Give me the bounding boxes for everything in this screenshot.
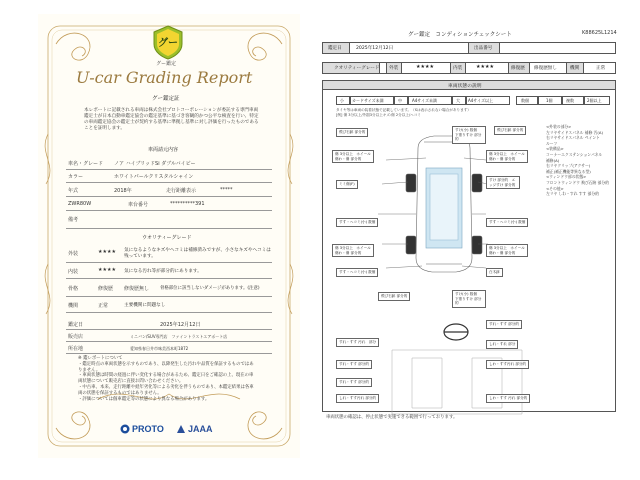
exterior-label: 外装 [389,66,399,71]
repair-value: 修復歴無し [534,66,557,71]
engine-label: 機関 [570,66,580,71]
date-label: 鑑定日 [68,322,84,328]
proto-logo [120,424,164,434]
sheet-exhibition-label: 出品番号 [474,46,493,51]
legend-small: 小 [340,98,344,103]
damage-label: しわ・すす 汚れ 部分的 [486,394,530,403]
sheet-title: グー鑑定 コンディションチェックシート [408,32,512,38]
damage-label: しれ・すれ 部分 [486,340,518,349]
sheet-code: K88625L1214 [582,30,617,36]
interior-stars: ★★★★ [476,64,494,70]
logo-text: グー鑑定 [156,61,177,67]
legend-large-desc: A4サイズ以上 [468,98,493,103]
grade-frame-desc: 骨格部位に該当しないダメージがあります。(注意) [160,286,260,291]
damage-label: すれ・すす 部分的 [336,360,372,369]
grade-interior-stars: ★★★★ [98,267,116,273]
sheet-note: タイヤ等は車両の装着状態で記載しています。（Sは表示されない場合があります） [336,108,471,112]
proto-logo-text: PROTO [132,424,164,434]
right-note: 補正(補正機能等異なる型) [546,168,591,174]
legend-two-plus: 2個以上 [587,98,602,103]
right-note: フロントウィンドウ 飛び石跡 部分的 [546,179,609,185]
grade-exterior-stars: ★★★★ [98,249,116,255]
right-note: <装備品> [546,146,564,152]
damage-label: 傷 3分以上 ホイール傷わ・傷 部分的 [332,150,374,163]
damage-label: 白木跡 [486,268,503,277]
grade-frame-label: 骨格 [68,286,79,292]
legend-one: 1個 [546,98,553,103]
jaaa-logo-text: JAAA [188,424,213,434]
color-label: カラー [68,174,84,180]
damage-label: すれ・すす 部分的 [486,320,522,329]
right-note: <外装の部分> [546,124,572,129]
shop-value: ミニバン/SUV専門店 ファイントラストエアポート店 [130,334,228,339]
damage-label: 飛び石跡 部分的 [378,292,410,301]
damage-label: すす・ヘコミ(小) 数個 [486,218,528,227]
damage-label: 傷 3分以上 ホイール傷わ・傷 部分的 [486,244,528,257]
grade-exterior-desc: 気になるようなキズやヘコミは補修済みですが、小さなキズやヘコミは残っています。 [124,248,271,259]
legend-multiple: 複数 [566,98,574,103]
notes-title: ※ 鑑レポートについて [78,356,123,361]
right-note: 右リヤサイドスパネル ペイント [546,135,600,141]
engine-value: 正常 [596,66,606,71]
notes-label: 備考 [68,217,79,223]
frame-no-label: 車台番号 [128,202,149,208]
legend-few: 数個 [521,98,529,103]
address-value: 愛知県春日井市味美西本町1872 [130,346,189,351]
grade-engine-label: 機関 [68,303,79,309]
damage-label: しれ・すす汚れ 部分的 [336,394,379,403]
right-note: 補修(A) [546,157,560,163]
right-note: 右リヤクリップ(アクサー) [546,163,591,169]
repair-label: 修復歴 [511,66,525,71]
legend-small-desc: カードサイズ未満 [352,98,384,103]
sheet-right-notes [546,124,612,197]
grade-interior-desc: 気になる汚れ等が部分的にあります。 [124,269,202,274]
mileage-value: ***** [220,187,233,193]
grade-engine-stars: 正常 [98,303,109,309]
frame-no-value: **********391 [170,201,205,207]
right-note: コーナーエクステンションパネル [546,151,603,157]
grade-section-title: ウオリティーグレード [142,235,192,241]
damage-label: すけ(小) 数個 下塗りすけ 部分的 [452,290,486,308]
certificate-intro: 本レポートに記載される車両は株式会社プロトコーポレーションが委託する専門車両鑑定士が日本自動車鑑定協会の鑑定基準に基づき客観的かつ公平な検査を行い、特定の車両鑑定協会の鑑定士が契約する基準に準拠し基準に対し評価を行ったものであることを証明します。 [84,108,259,131]
note-item: ・評価については個車鑑定等の状態により異なる場合があります。 [78,396,210,402]
goo-kantei-logo [150,24,186,67]
right-note: 左リヤ しわ・すれ すす 部分的 [546,191,599,197]
damage-label: 飛び石跡 部分的 [336,128,368,137]
date-value: 2025年12月12日 [160,322,201,328]
grade-frame-stars: 修復歴 [98,286,114,292]
note-item: ・中古車、本来、走行距離や経年劣化等による劣化を伴うものであり、本鑑定結果は各車両の状態を保証するものではありません。 [78,384,254,396]
sheet-note-example: [例] 傷 3分以上/外損3分以上キズ:傷 2分以上/ヘコミ [336,113,421,117]
vehicle-section-title: 車両請元内容 [148,147,179,153]
right-note: <その他> [546,185,564,191]
right-note: ルーフ [546,140,558,146]
interior-label: 内装 [453,66,463,71]
exterior-stars: ★★★★ [416,64,434,70]
grade-frame-value: 修復歴無し [124,286,150,292]
grade-exterior-label: 外装 [68,251,79,257]
grade-interior-label: 内装 [68,269,79,275]
certificate-subtitle: グー鑑定証 [152,96,180,102]
explanation-title: 車両状態の説明 [448,84,482,89]
damage-label: すす・ヘコミ(小) 数個 [336,218,378,227]
right-note: <ウィンドウ部の状態> [546,174,587,180]
damage-label: すけ(小) 数個 下塗りすけ 部分的 [452,126,486,144]
damage-label: すす・ヘコミ(小) 数個 [336,268,378,277]
model-grade-value: ノア ハイブリッドSi ダブルバイビー [114,161,196,167]
damage-label: ミミ傷(F) [336,180,358,189]
sheet-date-value: 2025年12月12日 [356,46,394,51]
note-item: ・鑑定時点の車両状態を示すものであり、以降発生した汚れや品質を保証するものではありません。 [78,361,254,373]
year-label: 年式 [68,188,79,194]
legend-medium: 中 [398,98,402,103]
sheet-footer: 車両状態の確認は、停止状態で実施できる範囲で行っております。 [326,415,458,420]
mileage-label: 走行距離表示 [166,188,197,194]
right-note: 左リヤサイドスパネル 補修 汚(A) [546,129,603,135]
damage-label: すれ・すす 部分的 [336,378,372,387]
shop-label: 販売店 [68,334,84,340]
model-grade-label: 車名・グレード [68,161,104,167]
jaaa-logo [176,424,213,434]
note-item: ・車両状態は時間の経過に伴い変化する場合があるため、鑑定日をご確認の上、現在の車両状態について販売店に直接お問い合わせください。 [78,373,254,385]
damage-label: 飛び石跡 部分的 [494,126,526,135]
certificate-title: U-car Grading Report [76,68,253,87]
damage-label: すけ 部分的 エッジすけ 部分的 [486,176,520,189]
svg-text:グー: グー [158,38,178,49]
damage-label: しわ・すす汚れ 部分的 [486,360,529,369]
grade-engine-desc: 主要機関に問題なし [124,303,166,308]
quality-label: クオリティーグレード [334,66,380,71]
legend-medium-desc: A4サイズ未満 [412,98,437,103]
damage-label: 傷 3分以上 ホイール傷わ・傷 部分的 [332,244,374,257]
model-code-value: ZWR80W [68,201,92,207]
year-value: 2018年 [114,188,132,194]
damage-label: 傷 3分以上 ホイール傷わ・傷 部分的 [486,150,528,163]
report-notes [78,356,254,402]
color-value: ホワイトパールクリスタルシャイン [114,174,194,180]
sheet-date-label: 鑑定日 [328,46,342,51]
legend-large: 大 [456,98,460,103]
address-label: 所在地 [68,346,84,352]
damage-label: すれ・すす 汚れ 部分 [336,338,379,347]
